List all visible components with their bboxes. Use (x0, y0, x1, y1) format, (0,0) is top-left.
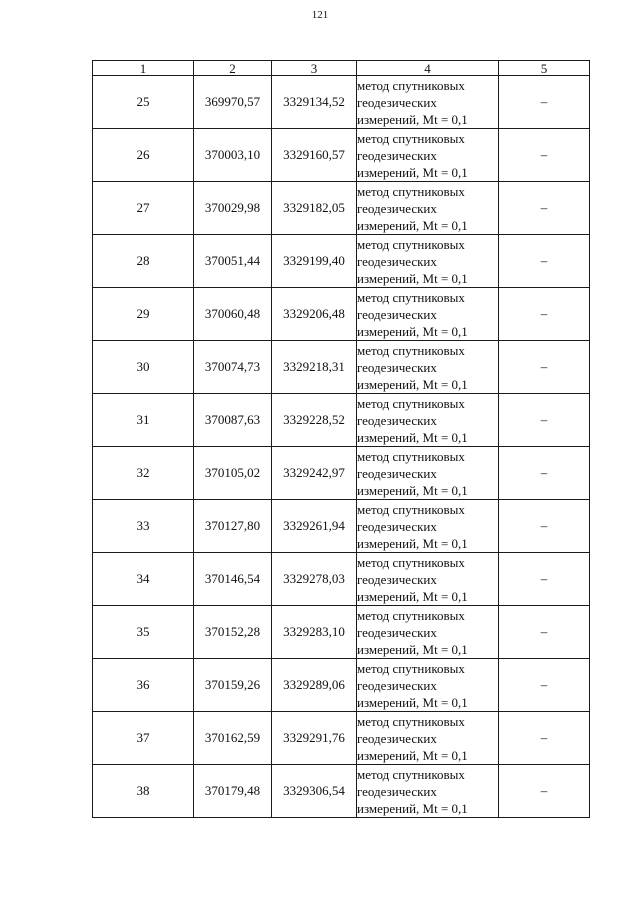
note-cell: – (499, 129, 590, 182)
method-line: метод спутниковых (357, 395, 465, 411)
column-header-4: 4 (357, 61, 499, 76)
x-coordinate-cell: 370105,02 (194, 447, 272, 500)
x-coordinate-cell: 369970,57 (194, 76, 272, 129)
method-line: геодезических (357, 465, 437, 481)
note-cell: – (499, 553, 590, 606)
method-line: геодезических (357, 624, 437, 640)
table-row (93, 129, 590, 182)
method-cell (357, 76, 499, 129)
x-coordinate-cell: 370159,26 (194, 659, 272, 712)
method-line: метод спутниковых (357, 501, 465, 517)
table-row (93, 235, 590, 288)
method-line: измерений, Mt = 0,1 (357, 588, 468, 604)
method-line: геодезических (357, 412, 437, 428)
method-cell (357, 129, 499, 182)
method-line: метод спутниковых (357, 130, 465, 146)
method-cell (357, 553, 499, 606)
table-row (93, 659, 590, 712)
method-line: геодезических (357, 783, 437, 799)
method-cell (357, 712, 499, 765)
y-coordinate-cell: 3329228,52 (272, 394, 357, 447)
method-line: измерений, Mt = 0,1 (357, 535, 468, 551)
method-line: геодезических (357, 253, 437, 269)
note-cell: – (499, 235, 590, 288)
method-cell (357, 235, 499, 288)
note-cell: – (499, 394, 590, 447)
method-cell (357, 765, 499, 818)
table-body (93, 76, 590, 818)
table-row (93, 182, 590, 235)
method-line: геодезических (357, 571, 437, 587)
method-line: метод спутниковых (357, 289, 465, 305)
y-coordinate-cell: 3329278,03 (272, 553, 357, 606)
method-cell (357, 606, 499, 659)
point-number-cell: 32 (93, 447, 194, 500)
method-cell (357, 659, 499, 712)
y-coordinate-cell: 3329199,40 (272, 235, 357, 288)
method-line: геодезических (357, 730, 437, 746)
table-row (93, 394, 590, 447)
point-number-cell: 30 (93, 341, 194, 394)
y-coordinate-cell: 3329261,94 (272, 500, 357, 553)
table-row (93, 500, 590, 553)
method-line: измерений, Mt = 0,1 (357, 641, 468, 657)
y-coordinate-cell: 3329206,48 (272, 288, 357, 341)
method-line: измерений, Mt = 0,1 (357, 376, 468, 392)
method-line: измерений, Mt = 0,1 (357, 164, 468, 180)
note-cell: – (499, 341, 590, 394)
method-cell (357, 182, 499, 235)
column-header-3: 3 (272, 61, 357, 76)
point-number-cell: 36 (93, 659, 194, 712)
method-line: измерений, Mt = 0,1 (357, 323, 468, 339)
x-coordinate-cell: 370162,59 (194, 712, 272, 765)
method-line: метод спутниковых (357, 183, 465, 199)
table-row (93, 447, 590, 500)
point-number-cell: 38 (93, 765, 194, 818)
method-line: метод спутниковых (357, 236, 465, 252)
method-cell (357, 447, 499, 500)
point-number-cell: 35 (93, 606, 194, 659)
y-coordinate-cell: 3329134,52 (272, 76, 357, 129)
method-line: геодезических (357, 200, 437, 216)
table-row (93, 76, 590, 129)
method-cell (357, 341, 499, 394)
note-cell: – (499, 76, 590, 129)
x-coordinate-cell: 370074,73 (194, 341, 272, 394)
x-coordinate-cell: 370087,63 (194, 394, 272, 447)
method-line: геодезических (357, 359, 437, 375)
point-number-cell: 33 (93, 500, 194, 553)
point-number-cell: 29 (93, 288, 194, 341)
method-line: геодезических (357, 306, 437, 322)
y-coordinate-cell: 3329291,76 (272, 712, 357, 765)
method-line: измерений, Mt = 0,1 (357, 429, 468, 445)
y-coordinate-cell: 3329242,97 (272, 447, 357, 500)
x-coordinate-cell: 370029,98 (194, 182, 272, 235)
note-cell: – (499, 288, 590, 341)
method-line: метод спутниковых (357, 766, 465, 782)
method-line: метод спутниковых (357, 554, 465, 570)
method-line: измерений, Mt = 0,1 (357, 217, 468, 233)
method-line: геодезических (357, 147, 437, 163)
method-cell (357, 288, 499, 341)
column-header-1: 1 (93, 61, 194, 76)
method-line: измерений, Mt = 0,1 (357, 747, 468, 763)
method-line: измерений, Mt = 0,1 (357, 694, 468, 710)
y-coordinate-cell: 3329160,57 (272, 129, 357, 182)
method-line: метод спутниковых (357, 660, 465, 676)
column-header-2: 2 (194, 61, 272, 76)
y-coordinate-cell: 3329306,54 (272, 765, 357, 818)
y-coordinate-cell: 3329218,31 (272, 341, 357, 394)
point-number-cell: 28 (93, 235, 194, 288)
method-cell (357, 500, 499, 553)
point-number-cell: 34 (93, 553, 194, 606)
x-coordinate-cell: 370003,10 (194, 129, 272, 182)
table-row (93, 712, 590, 765)
point-number-cell: 37 (93, 712, 194, 765)
point-number-cell: 26 (93, 129, 194, 182)
note-cell: – (499, 606, 590, 659)
method-line: измерений, Mt = 0,1 (357, 270, 468, 286)
y-coordinate-cell: 3329182,05 (272, 182, 357, 235)
note-cell: – (499, 447, 590, 500)
table-row (93, 606, 590, 659)
method-line: метод спутниковых (357, 607, 465, 623)
y-coordinate-cell: 3329289,06 (272, 659, 357, 712)
x-coordinate-cell: 370152,28 (194, 606, 272, 659)
point-number-cell: 31 (93, 394, 194, 447)
method-line: измерений, Mt = 0,1 (357, 482, 468, 498)
method-line: метод спутниковых (357, 77, 465, 93)
method-line: метод спутниковых (357, 448, 465, 464)
table-row (93, 288, 590, 341)
note-cell: – (499, 659, 590, 712)
note-cell: – (499, 500, 590, 553)
note-cell: – (499, 712, 590, 765)
x-coordinate-cell: 370179,48 (194, 765, 272, 818)
x-coordinate-cell: 370127,80 (194, 500, 272, 553)
x-coordinate-cell: 370051,44 (194, 235, 272, 288)
y-coordinate-cell: 3329283,10 (272, 606, 357, 659)
point-number-cell: 27 (93, 182, 194, 235)
table-row (93, 765, 590, 818)
column-header-5: 5 (499, 61, 590, 76)
note-cell: – (499, 765, 590, 818)
method-cell (357, 394, 499, 447)
method-line: измерений, Mt = 0,1 (357, 800, 468, 816)
page-number: 121 (311, 9, 329, 21)
method-line: метод спутниковых (357, 342, 465, 358)
table-row (93, 553, 590, 606)
x-coordinate-cell: 370060,48 (194, 288, 272, 341)
method-line: геодезических (357, 518, 437, 534)
x-coordinate-cell: 370146,54 (194, 553, 272, 606)
method-line: геодезических (357, 94, 437, 110)
method-line: геодезических (357, 677, 437, 693)
note-cell: – (499, 182, 590, 235)
table-row (93, 341, 590, 394)
method-line: измерений, Mt = 0,1 (357, 111, 468, 127)
table-header-row (93, 61, 590, 76)
coordinates-table (92, 60, 590, 818)
point-number-cell: 25 (93, 76, 194, 129)
method-line: метод спутниковых (357, 713, 465, 729)
